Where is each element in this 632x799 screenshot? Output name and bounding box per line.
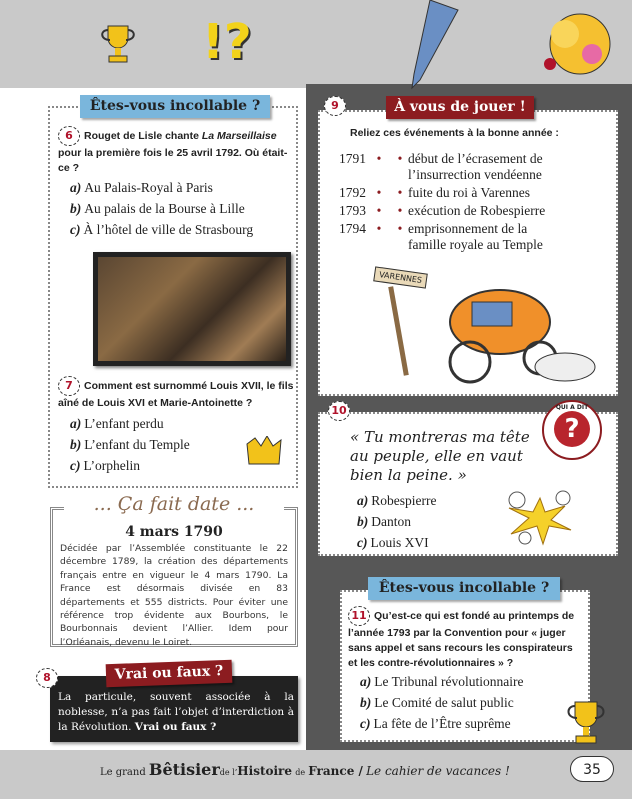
varennes-sign: VARENNES [373, 266, 428, 288]
option-text: Le Tribunal révolutionnaire [374, 674, 524, 689]
matching-row [328, 203, 618, 219]
year[interactable]: 1794 [339, 221, 366, 236]
option-text: Au palais de la Bourse à Lille [84, 201, 245, 216]
question-text: Rouget de Lisle chante [84, 129, 202, 142]
badge-label: QUI A DIT [555, 404, 589, 411]
option-text: Au Palais-Royal à Paris [84, 180, 213, 195]
incollable-header: Êtes-vous incollable ? [80, 95, 270, 118]
trophy-icon [100, 22, 136, 68]
option-letter: c) [357, 535, 368, 550]
answer-option-b[interactable] [360, 692, 584, 713]
option-letter: a) [70, 416, 82, 431]
question-number: 11 [348, 606, 370, 626]
option-letter: a) [360, 674, 372, 689]
date-heading: 4 mars 1790 [125, 524, 223, 540]
answer-option-a[interactable] [357, 490, 436, 511]
question-number: 7 [58, 376, 80, 396]
question-number-9: 9 [324, 96, 346, 116]
year-dot[interactable]: • [376, 221, 382, 236]
footer-text: Histoire [237, 764, 293, 778]
footer-text: France / [308, 764, 363, 778]
event-dot[interactable]: • [397, 203, 403, 218]
answer-option-c[interactable] [70, 219, 298, 240]
footer-text: de l’ [219, 768, 238, 777]
event[interactable]: emprisonnement de la famille royale au Temple [408, 221, 543, 252]
matching-list [328, 151, 618, 253]
footer-text: Bêtisier [148, 760, 220, 779]
option-letter: c) [70, 458, 81, 473]
footer-title [100, 760, 510, 779]
game-instruction: Reliez ces événements à la bonne année : [350, 127, 559, 139]
year[interactable]: 1792 [339, 185, 366, 200]
footer-text: Le cahier de vacances ! [366, 764, 510, 778]
statement: La particule, souvent associée à la noblesse, n’a pas fait l’objet d’interdiction à la Révolution. [58, 691, 294, 733]
true-false-question: Vrai ou faux ? [134, 721, 217, 733]
footer-text: de [295, 768, 306, 777]
option-letter: b) [70, 201, 82, 216]
event-dot[interactable]: • [397, 185, 403, 200]
explosion-icon [530, 4, 625, 84]
answer-option-b[interactable] [70, 198, 298, 219]
quote-options [357, 490, 436, 553]
option-letter: b) [360, 695, 372, 710]
option-letter: a) [357, 493, 369, 508]
event[interactable]: début de l’écrasement de l’insurrection vendéenne [408, 151, 543, 182]
qui-a-dit-badge [542, 400, 602, 460]
trophy-icon [565, 698, 607, 746]
matching-row [328, 151, 618, 183]
question-text: Comment est surnommé Louis XVII, le fils aîné de Louis XVI et Marie-Antoinette ? [58, 379, 294, 409]
year-dot[interactable]: • [376, 203, 382, 218]
quote-text: « Tu montreras ma tête au peuple, elle en vaut bien la peine. » [350, 428, 530, 484]
year-dot[interactable]: • [376, 151, 382, 166]
question-text: pour la première fois le 25 avril 1792. Où était-ce ? [58, 147, 288, 174]
exclamation-question-marks: !? [202, 14, 252, 70]
page-number: 35 [570, 756, 614, 782]
marseillaise-painting [93, 252, 291, 366]
event-dot[interactable]: • [397, 151, 403, 166]
option-letter: b) [70, 437, 82, 452]
option-text: À l’hôtel de ville de Strasbourg [83, 222, 254, 237]
answer-option-c[interactable] [357, 532, 436, 553]
option-text: Louis XVI [370, 535, 429, 550]
question-number-8: 8 [36, 668, 58, 688]
matching-row [328, 185, 618, 201]
footer-text: Le grand [100, 767, 146, 778]
true-false-header: Vrai ou faux ? [106, 660, 233, 687]
option-text: Robespierre [371, 493, 437, 508]
answer-option-a[interactable] [360, 671, 584, 692]
option-text: L’enfant du Temple [84, 437, 190, 452]
option-text: L’orphelin [83, 458, 140, 473]
date-text: Décidée par l’Assemblée constituante le 22 décembre 1789, la création des départements français entre en vigueur le 4 mars 1790. La France est désormais divisée en 83 départements et 555 districts. Pour éviter une référence trop évidente aux Bourbons, le Bourbonnais devient l’Allier. Idem pour l’Orléanais, devenu le Loiret. [60, 543, 288, 648]
answer-option-c[interactable] [360, 713, 584, 734]
explosion-icon [505, 490, 575, 546]
question-11 [348, 606, 584, 734]
question-6 [58, 126, 298, 240]
option-text: La fête de l’Être suprême [373, 716, 511, 731]
question-title-italic: La Marseillaise [201, 129, 277, 142]
question-number-10: 10 [328, 401, 350, 421]
answer-option-a[interactable] [70, 413, 298, 434]
option-text: L’enfant perdu [84, 416, 164, 431]
pencil-icon [390, 0, 460, 90]
crown-icon [245, 436, 283, 466]
option-text: Le Comité de salut public [374, 695, 514, 710]
event[interactable]: exécution de Robespierre [408, 203, 546, 218]
question-text: Qu’est-ce qui est fondé au printemps de l’année 1793 par la Convention pour « juger sans appel et sans recours les conspirateurs et les contre-révolutionnaires » ? [348, 609, 575, 669]
event-dot[interactable]: • [397, 221, 403, 236]
question-number: 6 [58, 126, 80, 146]
option-letter: c) [70, 222, 81, 237]
date-box-title: ... Ça fait date ... [64, 492, 284, 516]
option-letter: b) [357, 514, 369, 529]
option-text: Danton [371, 514, 411, 529]
game-header: À vous de jouer ! [386, 96, 534, 119]
year-dot[interactable]: • [376, 185, 382, 200]
answer-option-b[interactable] [357, 511, 436, 532]
option-letter: a) [70, 180, 82, 195]
incollable-header: Êtes-vous incollable ? [368, 577, 560, 600]
answer-option-a[interactable] [70, 177, 298, 198]
varennes-carriage-illustration [360, 262, 610, 392]
matching-row [328, 221, 618, 253]
option-letter: c) [360, 716, 371, 731]
true-false-text [58, 690, 294, 735]
question-mark-icon: ? [554, 411, 590, 447]
year[interactable]: 1791 [339, 151, 366, 166]
event[interactable]: fuite du roi à Varennes [408, 185, 530, 200]
year[interactable]: 1793 [339, 203, 366, 218]
